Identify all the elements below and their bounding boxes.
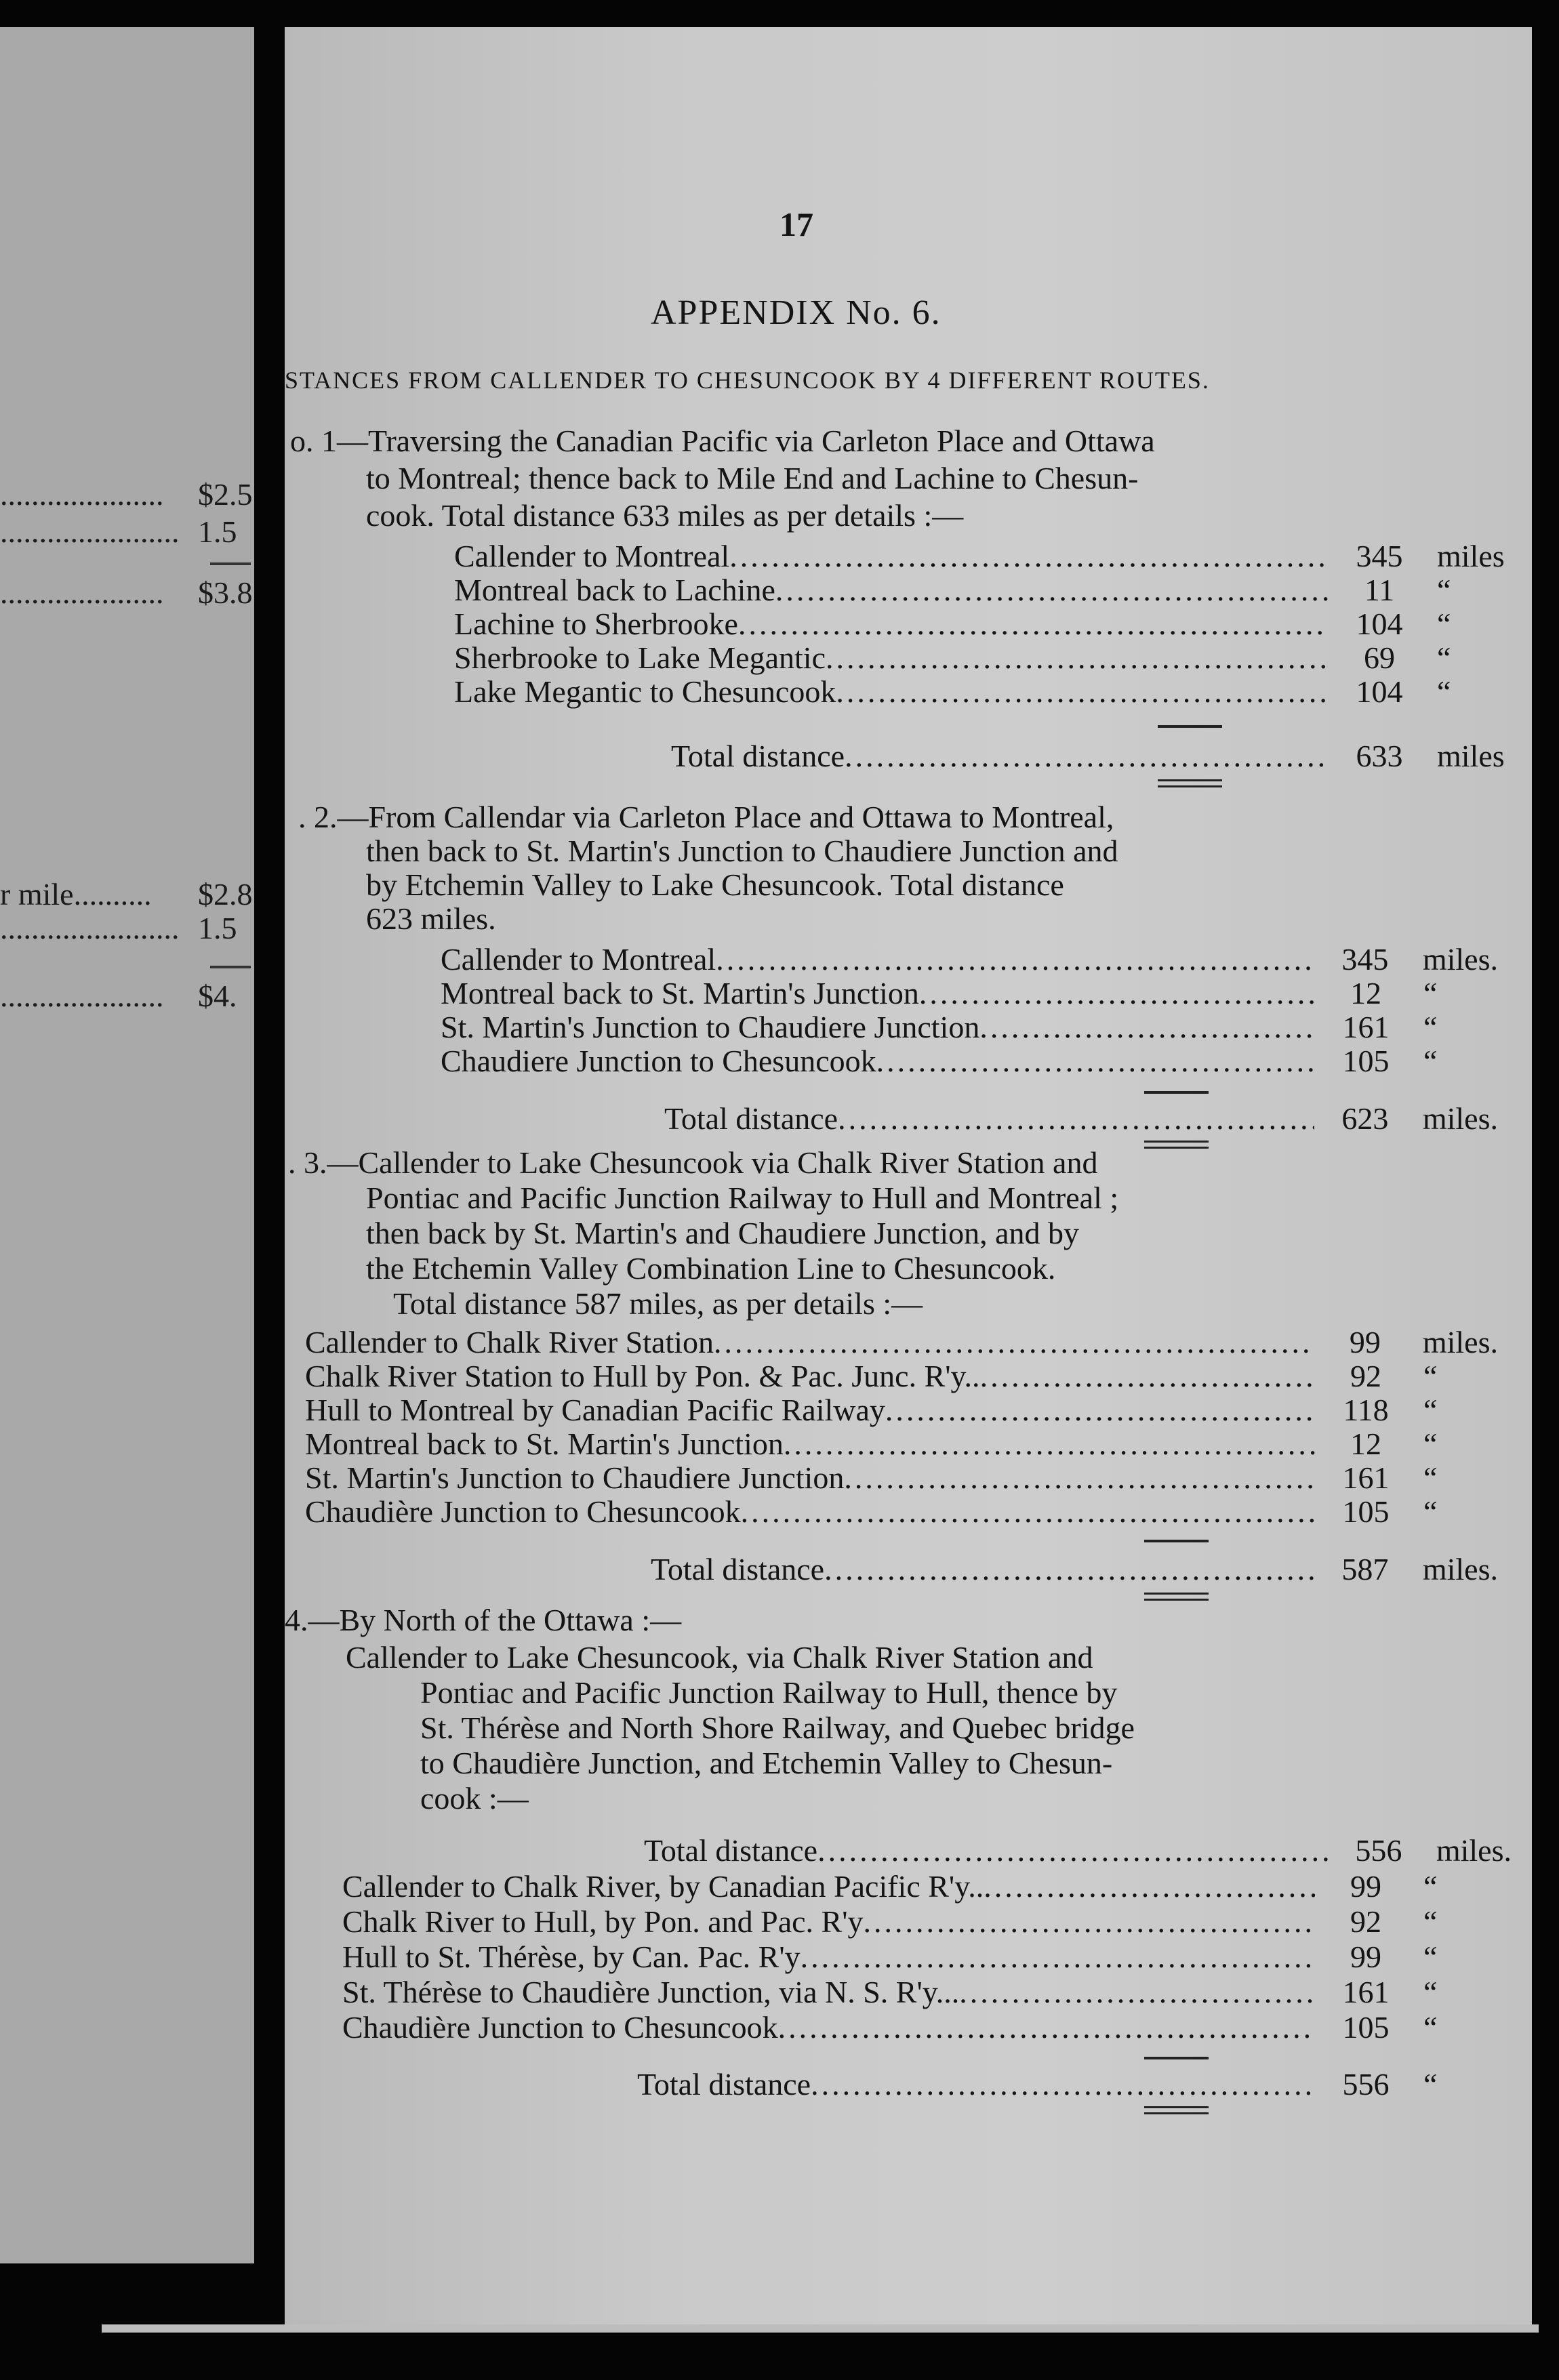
- facing-page-value: 1.5: [198, 911, 237, 945]
- route-item-unit: “: [1423, 1393, 1438, 1427]
- page-bottom-edge: [102, 2324, 1539, 2333]
- route-item-unit: “: [1437, 674, 1451, 709]
- route-3-item: [305, 1359, 1498, 1394]
- route-2-item: [441, 1044, 1498, 1079]
- route-item-label: Callender to Montreal: [454, 539, 730, 573]
- route-item-unit: “: [1423, 1359, 1438, 1393]
- route-item-miles: 161: [1342, 1460, 1390, 1495]
- facing-page-value: $2.5: [198, 477, 253, 512]
- facing-page-value: $4.: [198, 979, 237, 1013]
- route-item-label: Chaudière Junction to Chesuncook: [305, 1494, 741, 1529]
- page-text: [285, 27, 1532, 2331]
- facing-page-rule: [210, 966, 251, 968]
- total-miles: 556: [1342, 2067, 1390, 2101]
- facing-page-leader: .....................: [0, 979, 164, 1013]
- leader-dots: [845, 739, 1329, 774]
- route-item-label: Callender to Montreal: [441, 942, 716, 977]
- route-4-intro-line: Callender to Lake Chesuncook, via Chalk River Station and: [346, 1640, 1093, 1675]
- leader-dots: [817, 1833, 1328, 1868]
- facing-page-fragment: [0, 27, 254, 2263]
- route-4-intro-line: 4.—By North of the Ottawa :—: [285, 1603, 682, 1637]
- facing-page-leader: .......................: [0, 514, 180, 549]
- leader-dots: [864, 1904, 1315, 1940]
- leader-dots: [778, 2010, 1315, 2045]
- route-2-intro-line: by Etchemin Valley to Lake Chesuncook. Total distance: [366, 867, 1064, 902]
- leader-dots: [826, 640, 1329, 676]
- leader-dots: [984, 1869, 1315, 1904]
- total-miles: 587: [1341, 1552, 1389, 1586]
- route-1-item: [454, 607, 1512, 642]
- route-4-intro-line: St. Thérèse and North Shore Railway, and Quebec bridge: [420, 1710, 1135, 1745]
- total-label: Total distance: [644, 1833, 818, 1868]
- total-unit: miles.: [1422, 1101, 1498, 1136]
- total-label: Total distance: [664, 1101, 838, 1136]
- route-item-unit: “: [1423, 1460, 1438, 1495]
- route-1-item: [454, 674, 1512, 710]
- route-4-intro-line: Pontiac and Pacific Junction Railway to Hull, thence by: [420, 1675, 1118, 1710]
- total-unit: miles.: [1436, 1833, 1512, 1868]
- route-item-miles: 105: [1342, 2010, 1390, 2045]
- route-item-label: St. Thérèse to Chaudière Junction, via N. S. R'y...: [342, 1975, 960, 2009]
- leader-dots: [959, 1975, 1315, 2010]
- route-item-miles: 105: [1342, 1494, 1390, 1529]
- route-item-label: St. Martin's Junction to Chaudiere Junction: [441, 1010, 980, 1044]
- route-item-miles: 12: [1350, 1427, 1381, 1461]
- book-spine-shadow: [254, 27, 285, 2236]
- route-item-label: Hull to Montreal by Canadian Pacific Railway: [305, 1393, 885, 1427]
- route-4-pre-total: [644, 1833, 1512, 1868]
- route-item-unit: “: [1437, 607, 1451, 641]
- route-item-label: Montreal back to St. Martin's Junction: [441, 976, 919, 1010]
- total-miles: 633: [1356, 739, 1403, 773]
- route-3-item: [305, 1427, 1498, 1462]
- route-item-miles: 118: [1343, 1393, 1389, 1427]
- route-item-label: Montreal back to St. Martin's Junction: [305, 1427, 784, 1461]
- route-item-unit: “: [1423, 1904, 1438, 1939]
- leader-dots: [716, 942, 1314, 977]
- sum-rule: [1144, 1091, 1209, 1094]
- route-item-label: Chalk River Station to Hull by Pon. & Pac. Junc. R'y..: [305, 1359, 980, 1393]
- section-heading: STANCES FROM CALLENDER TO CHESUNCOOK BY 4 DIFFERENT ROUTES.: [285, 367, 1210, 394]
- route-item-unit: miles: [1437, 539, 1505, 573]
- sum-rule: [1158, 725, 1222, 728]
- route-item-miles: 69: [1364, 640, 1395, 675]
- leader-dots: [775, 573, 1329, 608]
- facing-page-rule: [210, 562, 251, 565]
- route-3-intro-line: then back by St. Martin's and Chaudiere Junction, and by: [366, 1216, 1080, 1250]
- route-item-unit: “: [1423, 1044, 1438, 1078]
- route-1-item: [454, 539, 1512, 574]
- facing-page-row: [0, 573, 254, 613]
- route-item-unit: “: [1423, 2010, 1438, 2045]
- document-page: [285, 27, 1532, 2331]
- leader-dots: [885, 1393, 1315, 1428]
- route-1-item: [454, 640, 1512, 676]
- leader-dots: [714, 1325, 1314, 1360]
- route-item-unit: miles.: [1422, 1325, 1498, 1359]
- leader-dots: [811, 2067, 1315, 2102]
- route-2-total: [664, 1101, 1498, 1136]
- total-double-rule: [1144, 1141, 1209, 1149]
- total-unit: miles: [1437, 739, 1505, 773]
- route-3-item: [305, 1460, 1498, 1496]
- route-1-intro-line: to Montreal; thence back to Mile End and Lachine to Chesun-: [366, 461, 1139, 495]
- leader-dots: [784, 1427, 1315, 1462]
- leader-dots: [738, 607, 1329, 642]
- route-item-label: Montreal back to Lachine: [454, 573, 775, 607]
- facing-page-row: [0, 512, 254, 552]
- route-item-label: Callender to Chalk River, by Canadian Pacific R'y..: [342, 1869, 984, 1904]
- facing-page-value: $3.8: [198, 575, 253, 610]
- route-item-miles: 99: [1350, 1869, 1381, 1904]
- route-item-unit: “: [1437, 573, 1451, 607]
- total-miles: 623: [1341, 1101, 1389, 1136]
- route-item-miles: 104: [1356, 607, 1403, 641]
- route-item-miles: 11: [1364, 573, 1395, 607]
- route-3-item: [305, 1494, 1498, 1530]
- route-item-miles: 105: [1342, 1044, 1390, 1078]
- route-4-intro-line: to Chaudière Junction, and Etchemin Valley to Chesun-: [420, 1746, 1113, 1780]
- route-4-total: [637, 2067, 1498, 2102]
- route-item-miles: 92: [1350, 1904, 1381, 1939]
- leader-dots: [741, 1494, 1315, 1530]
- facing-page-leader: r mile..........: [0, 877, 152, 911]
- route-1-total: [671, 739, 1512, 774]
- route-item-label: Lake Megantic to Chesuncook: [454, 674, 836, 709]
- route-3-item: [305, 1325, 1498, 1360]
- facing-page-leader: .....................: [0, 477, 164, 512]
- facing-page-value: 1.5: [198, 514, 237, 549]
- route-item-unit: “: [1437, 640, 1451, 675]
- route-4-item: [342, 1904, 1498, 1940]
- route-item-miles: 99: [1350, 1940, 1381, 1974]
- total-double-rule: [1144, 1593, 1209, 1601]
- route-item-unit: “: [1423, 1869, 1438, 1904]
- route-1-intro-line: o. 1—Traversing the Canadian Pacific via Carleton Place and Ottawa: [290, 424, 1155, 458]
- route-item-miles: 104: [1356, 674, 1403, 709]
- appendix-title: APPENDIX No. 6.: [651, 293, 942, 332]
- route-4-item: [342, 1940, 1498, 1975]
- leader-dots: [979, 1010, 1315, 1045]
- route-3-intro-line: . 3.—Callender to Lake Chesuncook via Chalk River Station and: [288, 1145, 1098, 1180]
- route-2-intro-line: then back to St. Martin's Junction to Chaudiere Junction and: [366, 834, 1118, 868]
- leader-dots: [801, 1940, 1315, 1975]
- route-item-unit: “: [1423, 1010, 1438, 1044]
- leader-dots: [824, 1552, 1314, 1587]
- route-3-intro-line: the Etchemin Valley Combination Line to Chesuncook.: [366, 1251, 1056, 1286]
- facing-page-row: [0, 976, 254, 1017]
- sum-rule: [1144, 2057, 1209, 2059]
- route-item-unit: miles.: [1422, 942, 1498, 977]
- route-2-intro-line: 623 miles.: [366, 901, 496, 936]
- total-double-rule: [1144, 2106, 1209, 2114]
- total-label: Total distance: [651, 1552, 825, 1586]
- leader-dots: [729, 539, 1329, 574]
- leader-dots: [876, 1044, 1315, 1079]
- route-item-label: Chalk River to Hull, by Pon. and Pac. R'y: [342, 1904, 864, 1939]
- route-3-item: [305, 1393, 1498, 1428]
- route-item-miles: 345: [1356, 539, 1403, 573]
- leader-dots: [838, 1101, 1314, 1136]
- page-number: 17: [779, 205, 813, 243]
- route-item-miles: 12: [1350, 976, 1381, 1010]
- route-item-label: Lachine to Sherbrooke: [454, 607, 738, 641]
- route-item-miles: 161: [1342, 1975, 1390, 2009]
- leader-dots: [836, 674, 1329, 710]
- route-item-label: St. Martin's Junction to Chaudiere Junction: [305, 1460, 845, 1495]
- route-item-label: Chaudière Junction to Chesuncook: [342, 2010, 778, 2045]
- total-miles: 556: [1355, 1833, 1402, 1868]
- route-2-item: [441, 1010, 1498, 1045]
- route-3-intro-line: Total distance 587 miles, as per details :—: [393, 1286, 923, 1321]
- route-item-miles: 99: [1349, 1325, 1381, 1359]
- route-item-unit: “: [1423, 976, 1438, 1010]
- route-4-item: [342, 1975, 1498, 2010]
- leader-dots: [844, 1460, 1315, 1496]
- route-2-item: [441, 976, 1498, 1011]
- route-item-miles: 161: [1342, 1010, 1390, 1044]
- total-label: Total distance: [637, 2067, 811, 2101]
- route-item-unit: “: [1423, 1940, 1438, 1974]
- route-4-item: [342, 1869, 1498, 1904]
- route-1-intro-line: cook. Total distance 633 miles as per details :—: [366, 498, 964, 533]
- leader-dots: [919, 976, 1315, 1011]
- route-2-intro-line: . 2.—From Callendar via Carleton Place and Ottawa to Montreal,: [298, 800, 1114, 834]
- route-item-miles: 345: [1341, 942, 1389, 977]
- route-item-label: Callender to Chalk River Station: [305, 1325, 714, 1359]
- route-3-total: [651, 1552, 1498, 1587]
- facing-page-leader: .....................: [0, 575, 164, 610]
- facing-page-row: [0, 474, 254, 515]
- route-item-miles: 92: [1350, 1359, 1381, 1393]
- total-label: Total distance: [671, 739, 845, 773]
- route-item-unit: “: [1423, 1494, 1438, 1529]
- route-item-unit: “: [1423, 1427, 1438, 1461]
- route-item-unit: “: [1423, 1975, 1438, 2009]
- route-item-label: Chaudiere Junction to Chesuncook: [441, 1044, 876, 1078]
- route-3-intro-line: Pontiac and Pacific Junction Railway to Hull and Montreal ;: [366, 1181, 1119, 1215]
- route-item-label: Sherbrooke to Lake Megantic: [454, 640, 826, 675]
- route-4-intro-line: cook :—: [420, 1781, 529, 1815]
- facing-page-row: [0, 908, 254, 949]
- sum-rule: [1144, 1540, 1209, 1542]
- route-1-item: [454, 573, 1512, 608]
- total-double-rule: [1158, 779, 1222, 787]
- facing-page-leader: .......................: [0, 911, 180, 945]
- total-unit: miles.: [1422, 1552, 1498, 1586]
- route-4-item: [342, 2010, 1498, 2045]
- total-unit: “: [1423, 2067, 1438, 2101]
- route-2-item: [441, 942, 1498, 977]
- facing-page-value: $2.8: [198, 877, 253, 911]
- route-item-label: Hull to St. Thérèse, by Can. Pac. R'y: [342, 1940, 801, 1974]
- leader-dots: [980, 1359, 1315, 1394]
